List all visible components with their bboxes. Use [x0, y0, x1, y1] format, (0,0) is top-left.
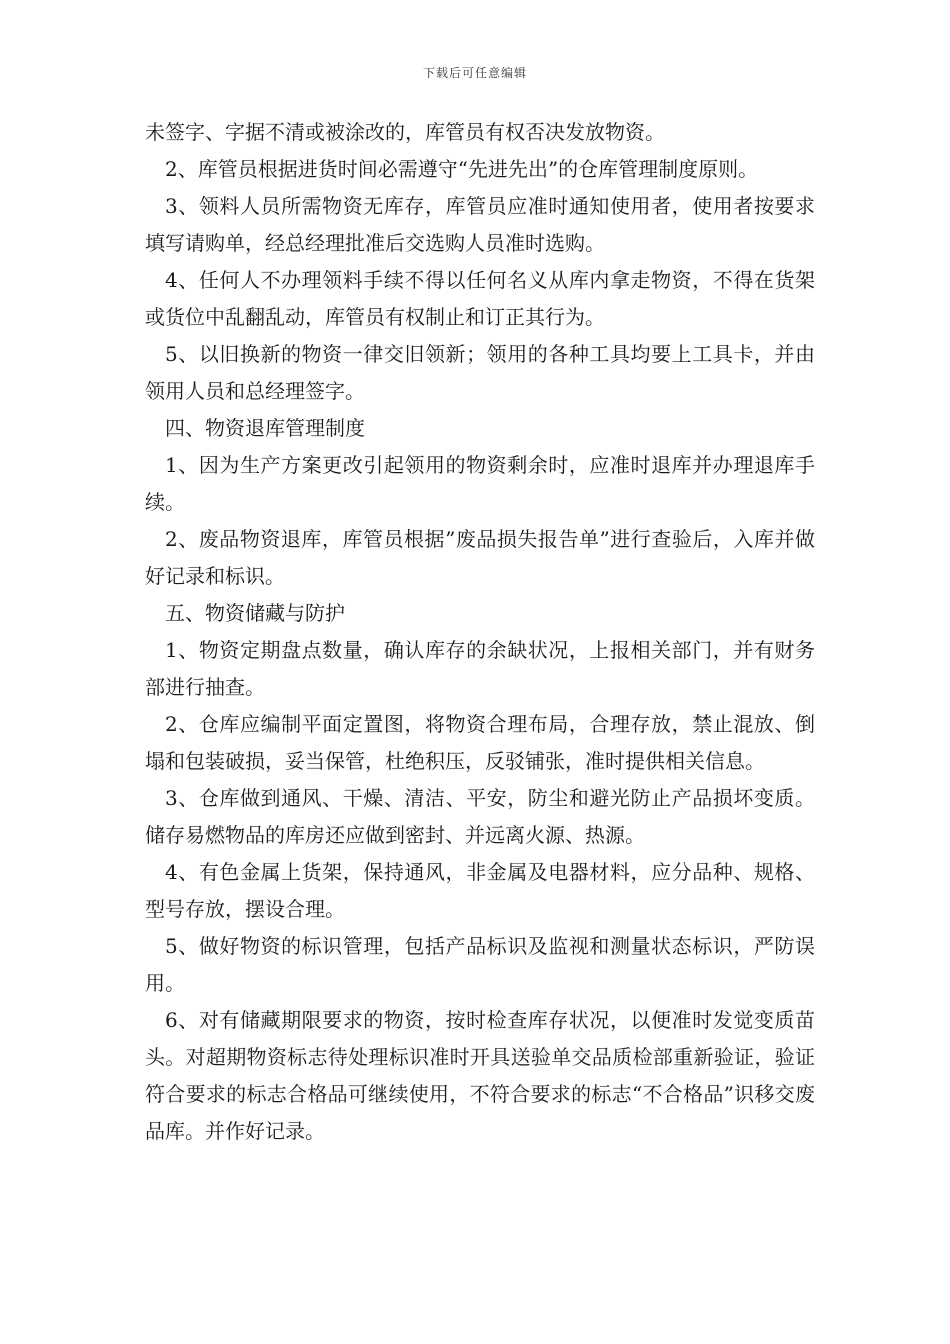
- paragraph: 1、因为生产方案更改引起领用的物资剩余时，应准时退库并办理退库手续。: [145, 453, 815, 514]
- paragraph: 5、以旧换新的物资一律交旧领新；领用的各种工具均要上工具卡，并由领用人员和总经理签字。: [145, 342, 815, 403]
- paragraph: 2、库管员根据进货时间必需遵守“先进先出”的仓库管理制度原则。: [165, 157, 759, 181]
- paragraph: 2、仓库应编制平面定置图，将物资合理布局，合理存放，禁止混放、倒塌和包装破损，妥当保管，杜绝积压，反驳铺张，准时提供相关信息。: [145, 712, 815, 773]
- paragraph: 3、领料人员所需物资无库存，库管员应准时通知使用者，使用者按要求填写请购单，经总经理批准后交选购人员准时选购。: [145, 194, 815, 255]
- paragraph: 3、仓库做到通风、干燥、清洁、平安，防尘和避光防止产品损坏变质。储存易燃物品的库房还应做到密封、并远离火源、热源。: [145, 786, 815, 847]
- paragraph: 4、任何人不办理领料手续不得以任何名义从库内拿走物资，不得在货架或货位中乱翻乱动，库管员有权制止和订正其行为。: [145, 268, 815, 329]
- paragraph: 5、做好物资的标识管理，包括产品标识及监视和测量状态标识，严防误用。: [145, 934, 815, 995]
- header-note: 下载后可任意编辑: [422, 66, 527, 80]
- paragraph: 1、物资定期盘点数量，确认库存的余缺状况，上报相关部门，并有财务部进行抽查。: [145, 638, 815, 699]
- paragraph: 2、废品物资退库，库管员根据”废品损失报告单”进行查验后，入库并做好记录和标识。: [145, 527, 815, 588]
- document-body: [145, 114, 815, 1150]
- section-heading: 五、物资储藏与防护: [165, 601, 345, 625]
- paragraph: 未签字、字据不清或被涂改的，库管员有权否决发放物资。: [145, 120, 665, 144]
- section-heading: 四、物资退库管理制度: [165, 416, 365, 440]
- paragraph: 4、有色金属上货架，保持通风，非金属及电器材料，应分品种、规格、型号存放，摆设合理。: [145, 860, 815, 921]
- paragraph: 6、对有储藏期限要求的物资，按时检查库存状况，以便准时发觉变质苗头。对超期物资标志待处理标识准时开具送验单交品质检部重新验证，验证符合要求的标志合格品可继续使用，不符合要求的标志“不合格品”识移交废品库。并作好记录。: [145, 1008, 815, 1143]
